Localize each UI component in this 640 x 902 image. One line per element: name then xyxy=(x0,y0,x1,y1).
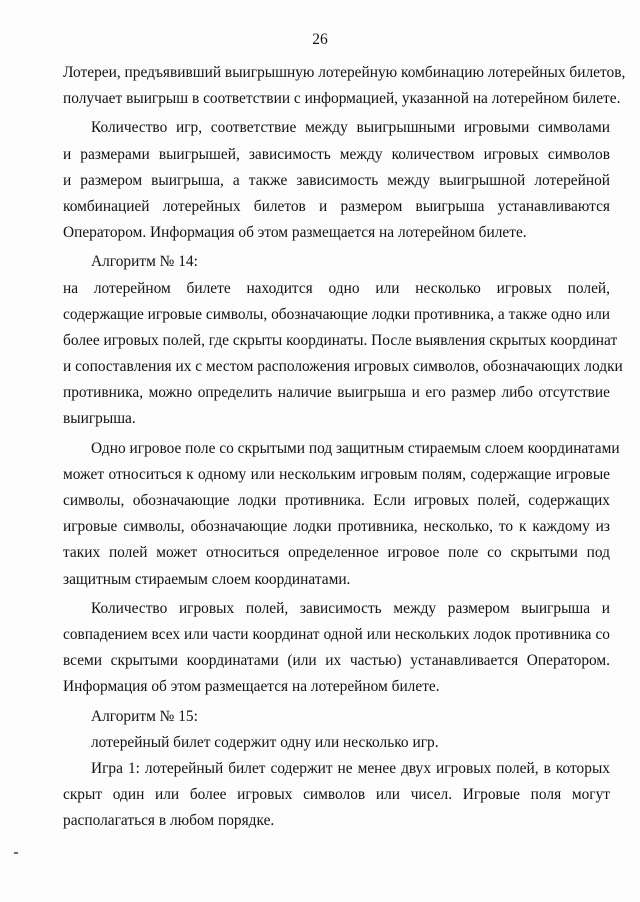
text-line: Количество игровых полей, зависимость между размером выигрыша и xyxy=(91,599,610,617)
text-line: Игра 1: лотерейный билет содержит не менее двух игровых полей, в которых xyxy=(91,759,610,777)
text-line: противника, можно определить наличие выигрыша и его размер либо отсутствие xyxy=(63,384,610,402)
text-line: скрыт один или более игровых символов или чисел. Игровые поля могут xyxy=(63,786,610,804)
page-number: 26 xyxy=(312,31,328,48)
text-line: защитным стираемым слоем координатами. xyxy=(63,570,351,588)
text-line: Количество игр, соответствие между выигрышными игровыми символами xyxy=(91,119,610,137)
text-line: совпадением всех или части координат одной или нескольких лодок противника со xyxy=(63,625,610,643)
text-line: игровые символы, обозначающие лодки противника, несколько, то к каждому из xyxy=(63,518,610,536)
text-line: располагаться в любом порядке. xyxy=(63,812,275,830)
text-line: и размерами выигрышей, зависимость между количеством игровых символов xyxy=(63,145,610,163)
text-line: Лотереи, предъявивший выигрышную лотерейную комбинацию лотерейных билетов, xyxy=(63,64,626,81)
text-line: всеми скрытыми координатами (или их частью) устанавливается Оператором. xyxy=(63,652,610,670)
text-line: Алгоритм № 14: xyxy=(91,253,198,271)
text-line: на лотерейном билете находится одно или несколько игровых полей, xyxy=(63,279,610,297)
scan-artifact-mark xyxy=(14,852,18,854)
text-line: символы, обозначающие лодки противника. Если игровых полей, содержащих xyxy=(63,492,610,509)
text-line: содержащие игровые символы, обозначающие лодки противника, а также одно или xyxy=(63,305,610,323)
text-line: и сопоставления их с местом расположения игровых символов, обозначающих лодки xyxy=(63,358,623,376)
text-line: Оператором. Информация об этом размещается на лотерейном билете. xyxy=(63,224,527,242)
text-line: комбинацией лотерейных билетов и размером выигрыша устанавливаются xyxy=(63,197,610,215)
document-body-text xyxy=(63,60,626,834)
text-line: таких полей может относиться определенное игровое поле со скрытыми под xyxy=(63,544,610,562)
text-line: выигрыша. xyxy=(63,410,136,428)
text-line: Информация об этом размещается на лотерейном билете. xyxy=(63,678,440,696)
text-line: лотерейный билет содержит одну или несколько игр. xyxy=(91,733,439,751)
text-line: Одно игровое поле со скрытыми под защитным стираемым слоем координатами xyxy=(91,439,620,457)
text-line: Алгоритм № 15: xyxy=(91,707,198,725)
text-line: более игровых полей, где скрыты координаты. После выявления скрытых координат xyxy=(63,331,618,349)
text-line: и размером выигрыша, а также зависимость между выигрышной лотерейной xyxy=(63,171,610,189)
text-line: получает выигрыш в соответствии с информацией, указанной на лотерейном билете. xyxy=(63,90,621,108)
text-line: может относиться к одному или нескольким игровым полям, содержащие игровые xyxy=(63,465,610,483)
